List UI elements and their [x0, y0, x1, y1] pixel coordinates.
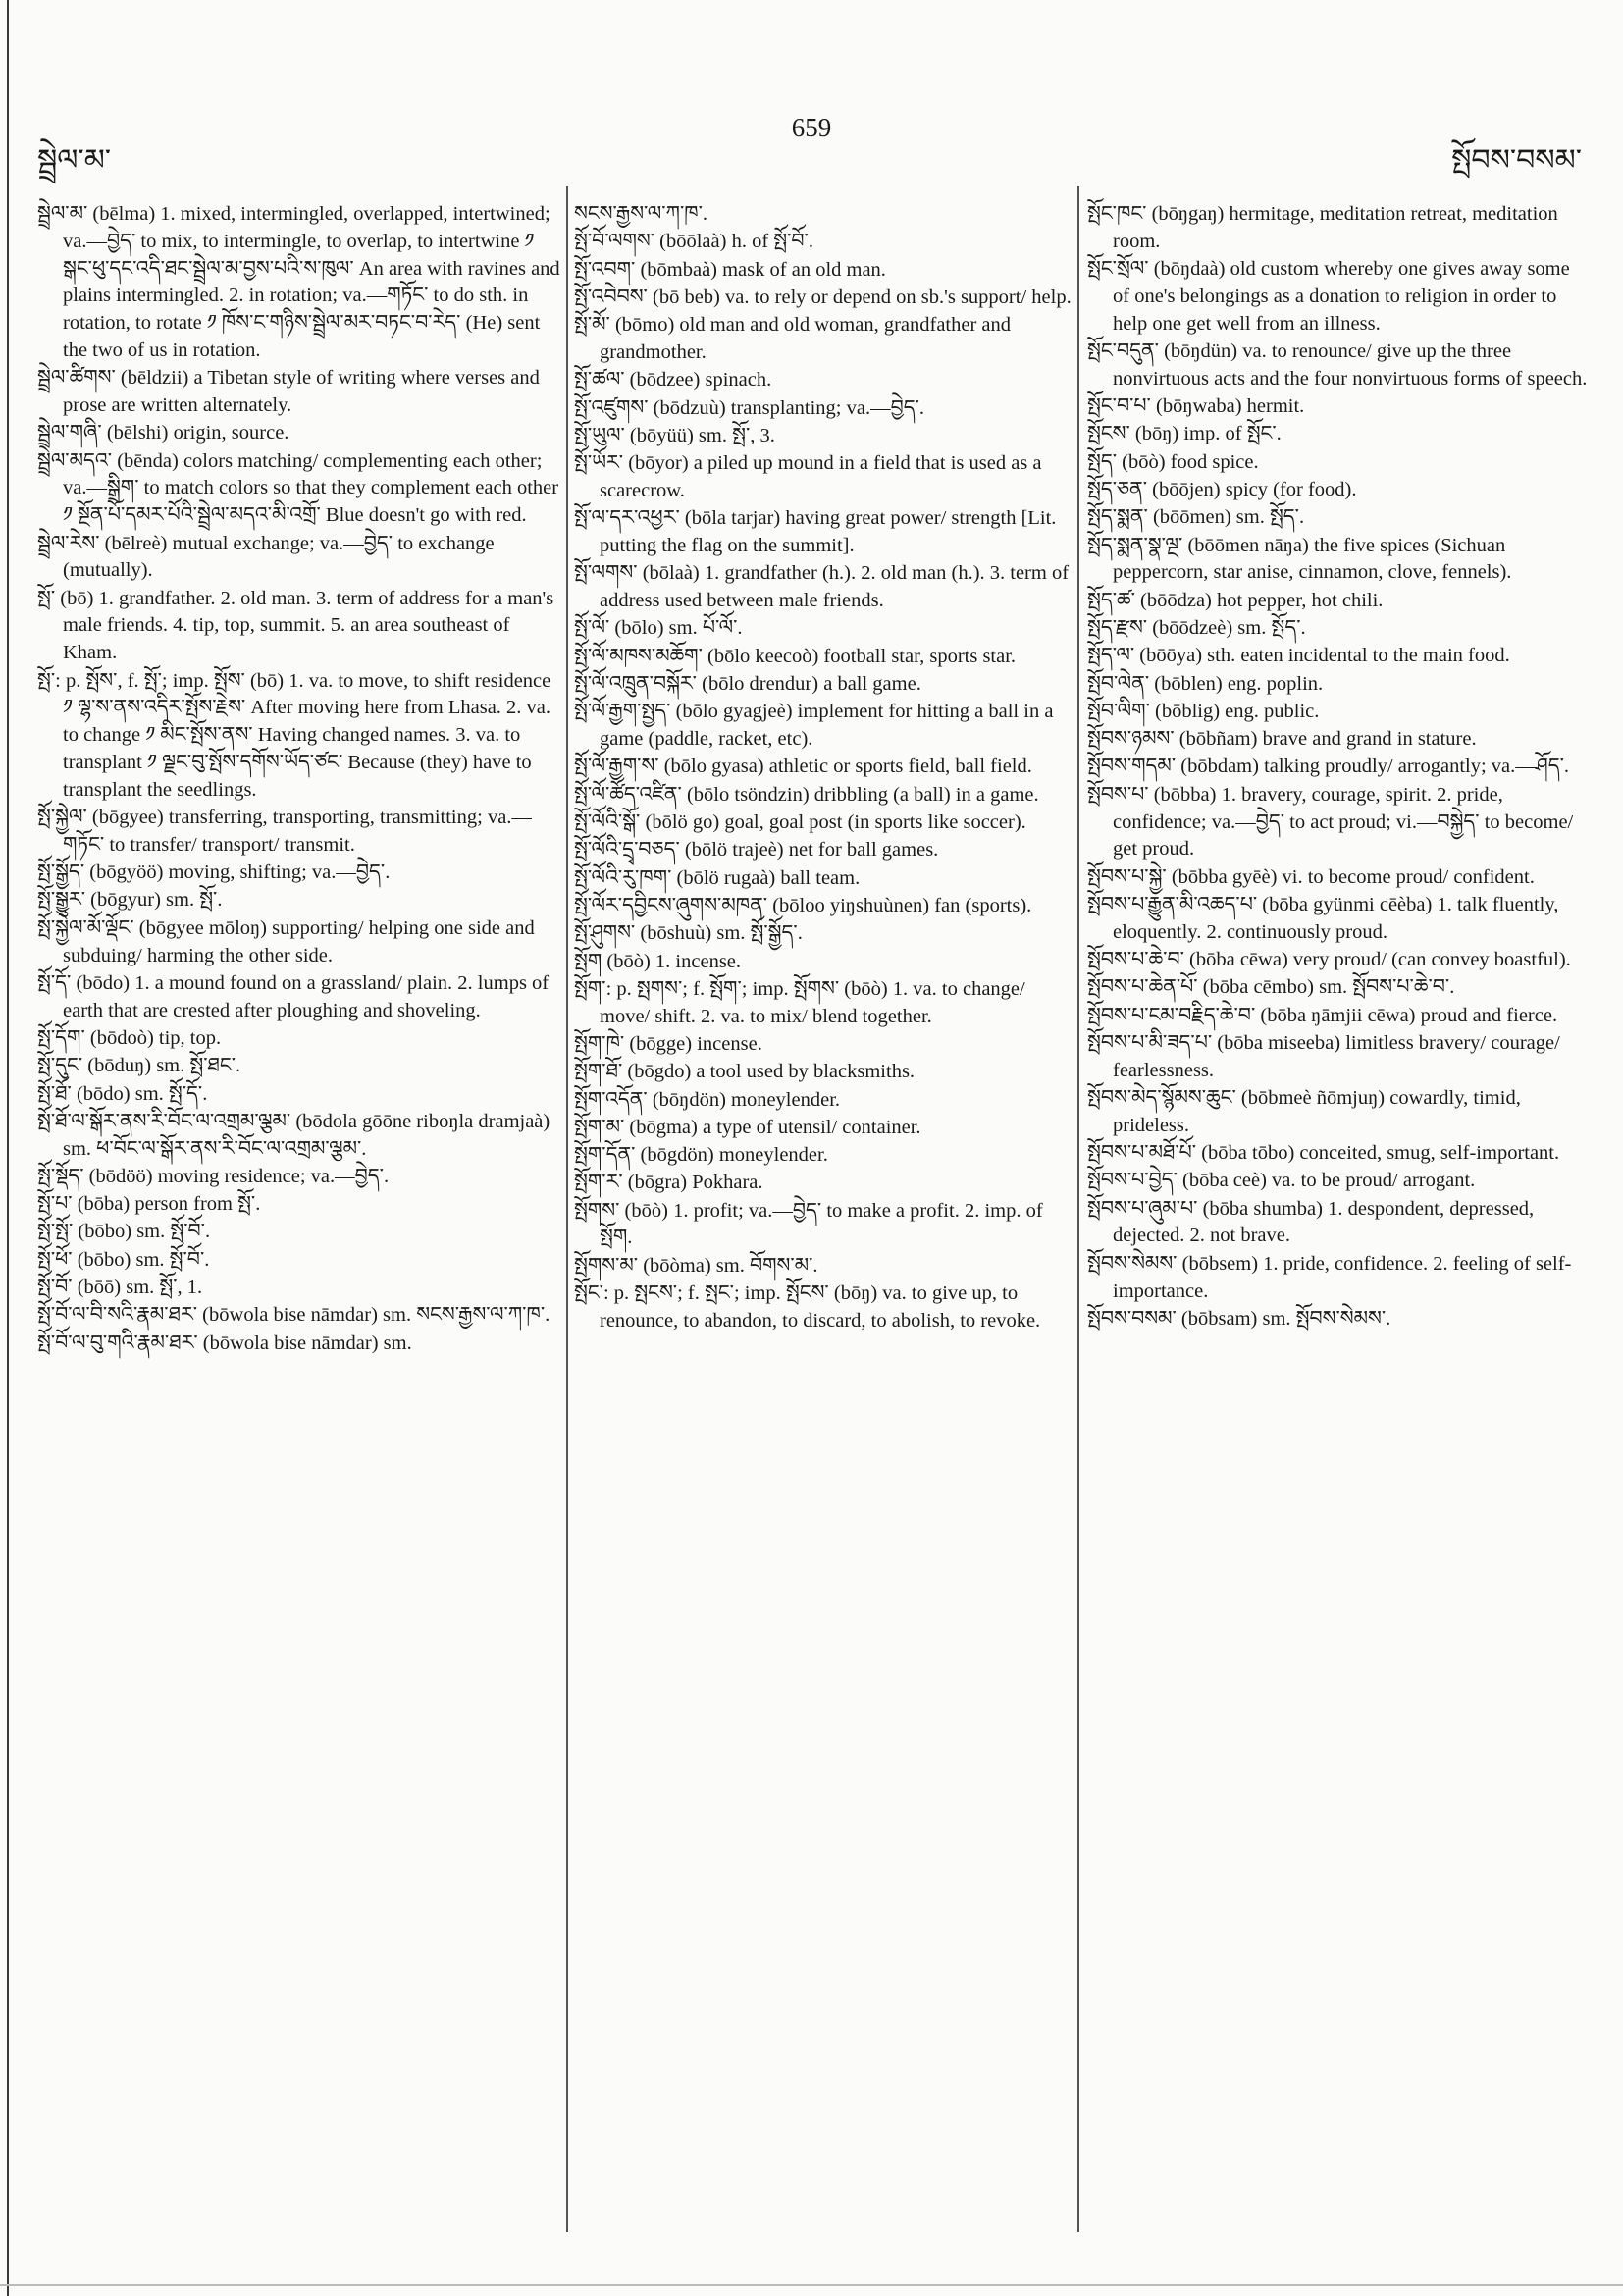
dictionary-entry: སྤོ་བོ་ལགས་ (bōōlaà) h. of སྤོ་བོ་. — [574, 231, 813, 253]
column-right — [1087, 201, 1590, 1333]
dictionary-entry: སྤོད་ལ་ (bōōya) sth. eaten incidental to the main food. — [1087, 645, 1510, 667]
dictionary-entry: སྤོ་ལོ་མཁས་མཆོག་ (bōlo keecoò) football star, sports star. — [574, 645, 1017, 667]
dictionary-entry: སྤོབས་མེད་སྙོམས་ཆུང་ (bōbmeè ñōmjuŋ) cowardly, timid, prideless. — [1087, 1087, 1521, 1136]
dictionary-entry: སྤོ་འབག་ (bōmbaà) mask of an old man. — [574, 258, 886, 281]
dictionary-entry: སྤོང་བ་པ་ (bōŋwaba) hermit. — [1087, 395, 1305, 418]
dictionary-entry: སྤོད་ཅན་ (bōōjen) spicy (for food). — [1087, 478, 1357, 500]
dictionary-entry: སྤོ་སྒྱུར་ (bōgyur) sm. སྤོ་. — [37, 889, 223, 912]
dictionary-entry: སྤོད་སྨན་ (bōōmen) sm. སྤོད་. — [1087, 506, 1305, 529]
dictionary-entry: སྤོབ་ལིག་ (bōblig) eng. public. — [1087, 700, 1320, 722]
dictionary-entry: སྦྲེལ་རེས་ (bēlreè) mutual exchange; va.—བྱེད་ to exchange (mutually). — [37, 532, 495, 582]
dictionary-entry: སྤོ་ལོ་རྒྱག་སྤྱད་ (bōlo gyagjeè) implement for hitting a ball in a game (paddle, racket, etc). — [574, 701, 1054, 751]
dictionary-entry: སྤོགས་མ་ (bōòma) sm. བོགས་མ་. — [574, 1254, 818, 1277]
page-number: 659 — [791, 113, 832, 142]
dictionary-entry: སྦྲེལ་མདའ་ (bēnda) colors matching/ complementing each other; va.—སྒྲིག་ to match colors so that they complement each other ༡ སྔོན་པོ་དམར་པོའི་སྦྲེལ་མདའ་མི་འགྲོ་ Blue doesn't go with red. — [37, 449, 559, 527]
dictionary-entry: སྤོབས་པ་ (bōbba) 1. bravery, courage, spirit. 2. pride, confidence; va.—བྱེད་ to act proud; vi.—བསྐྱེད་ to become/ get proud. — [1087, 783, 1574, 861]
dictionary-entry: སྤོབས་པ་ཆེ་བ་ (bōba cēwa) very proud/ (can convey boastful). — [1087, 949, 1571, 971]
column-left — [37, 201, 563, 1358]
dictionary-entry: སྤོབས་པ་ཞུམ་པ་ (bōba shumba) 1. despondent, depressed, dejected. 2. not brave. — [1087, 1197, 1535, 1247]
page-bottom-line — [0, 2284, 1623, 2286]
dictionary-entry: སྤོ་མོ་ (bōmo) old man and old woman, grandfather and grandmother. — [574, 314, 1012, 363]
dictionary-entry: སྦྲེལ་གཞི་ (bēlshi) origin, source. — [37, 422, 289, 444]
dictionary-entry: སྤོང་ཁང་ (bōŋgaŋ) hermitage, meditation retreat, meditation room. — [1087, 203, 1558, 252]
dictionary-entry: སྤོབས་པ་ཆེན་པོ་ (bōba cēmbo) sm. སྤོབས་པ་ཆེ་བ་. — [1087, 976, 1455, 999]
dictionary-entry: སྤོ་ལོ་ཚོད་འཛིན་ (bōlo tsöndzin) dribbling (a ball) in a game. — [574, 783, 1039, 806]
dictionary-entry: སྤོང་སྲོལ་ (bōŋdaà) old custom whereby one gives away some of one's belongings as a donation to religion in order to help one get well from an illness. — [1087, 258, 1570, 335]
dictionary-entry: སྤོད་ཚ་ (bōōdza) hot pepper, hot chili. — [1087, 589, 1384, 611]
running-head-left: སྦྲེལ་མ་ — [37, 144, 112, 177]
dictionary-entry: སྤོ་དོག་ (bōdoò) tip, top. — [37, 1026, 222, 1049]
dictionary-entry: སྦྲེལ་མ་ (bēlma) 1. mixed, intermingled, overlapped, intertwined; va.—བྱེད་ to mix, to intermingle, to overlap, to intertwine ༡ སྒང་ཕུ་དང་འདི་ཐང་སྦྲེལ་མ་བྱས་པའི་ས་ཁུལ་ An area with ravines and plains intermingled. 2. in rotation; va.—གཏོང་ to do sth. in rotation, to rotate ༡ ཁོས་ང་གཉིས་སྦྲེལ་མར་བཏང་བ་རེད་ (He) sent the two of us in rotation. — [37, 203, 560, 361]
dictionary-entry: སྤོག་དོན་ (bōgdön) moneylender. — [574, 1144, 828, 1167]
dictionary-entry: སྦྲེལ་ཚིགས་ (bēldzii) a Tibetan style of writing where verses and prose are written alternately. — [37, 367, 540, 417]
dictionary-entry: སྤོ་འཛུགས་ (bōdzuù) transplanting; va.—བྱེད་. — [574, 396, 925, 419]
dictionary-entry: སྤོད་རྫས་ (bōōdzeè) sm. སྤོད་. — [1087, 616, 1306, 639]
dictionary-entry: སྤོག་ཐོ་ (bōgdo) a tool used by blacksmiths. — [574, 1061, 916, 1083]
dictionary-entry: སྤོ་སྡོད་ (bōdöö) moving residence; va.—བྱེད་. — [37, 1165, 390, 1187]
dictionary-entry: སྤོ་ལགས་ (bōlaà) 1. grandfather (h.). 2. old man (h.). 3. term of address used between male friends. — [574, 562, 1070, 612]
dictionary-entry: སྤོ་ལོ་འཁྲུན་བསྐོར་ (bōlo drendur) a ball game. — [574, 673, 921, 696]
dictionary-entry: སྤོག་མ་ (bōgma) a type of utensil/ container. — [574, 1116, 921, 1138]
dictionary-entry: སྤོ་སྐྱེལ་མོ་ལྡོང་ (bōgyee mōloŋ) supporting/ helping one side and subduing/ harming the other side. — [37, 916, 535, 966]
dictionary-entry: སྤོ་ཐོ་ལ་སྒོར་ནས་རི་བོང་ལ་འགྲམ་ལྕམ་ (bōdola gōōne riboŋla dramjaà) sm. ཕ་བོང་ལ་སྒོར་ནས་རི་བོང་ལ་འགྲམ་ལྕམ་. — [37, 1110, 550, 1160]
dictionary-entry: སྤོ་བོ་ (bōō) sm. སྤོ་, 1. — [37, 1277, 203, 1299]
dictionary-entry: སྤོ་ལོའི་དྲྭ་བཅད་ (bōlö trajeè) net for ball games. — [574, 839, 939, 861]
dictionary-entry: སངས་རྒྱས་ལ་ཀ་ཁ་. — [574, 203, 708, 225]
dictionary-entry: སྤོག (bōò) 1. incense. — [574, 950, 742, 972]
column-rule-left — [566, 186, 568, 2232]
dictionary-entry: སྤོ་བོ་ལ་བི་སའི་རྣམ་ཐར་ (bōwola bise nāmdar) sm. སངས་རྒྱས་ལ་ཀ་ཁ་. — [37, 1304, 550, 1327]
dictionary-entry: སྤོབས་པ་བྱེད་ (bōba ceè) va. to be proud/ arrogant. — [1087, 1170, 1476, 1192]
dictionary-entry: སྤོ་པ་ (bōba) person from སྤོ་. — [37, 1193, 261, 1216]
dictionary-entry: སྤོག་འདོན་ (bōŋdön) moneylender. — [574, 1088, 841, 1111]
dictionary-entry: སྤོག་ཁེ་ (bōgge) incense. — [574, 1032, 762, 1055]
dictionary-entry: སྤོ་ཤུགས་ (bōshuù) sm. སྤོ་སྒྱོད་. — [574, 922, 803, 945]
dictionary-entry: སྤོབས་བསམ་ (bōbsam) sm. སྤོབས་སེམས་. — [1087, 1307, 1391, 1330]
dictionary-entry: སྤོངས་ (bōŋ) imp. of སྤོང་. — [1087, 423, 1282, 445]
dictionary-entry: སྤོ་འབེབས་ (bō beb) va. to rely or depend on sb.'s support/ help. — [574, 286, 1072, 308]
running-head-right: སྤོབས་བསམ་ — [1451, 144, 1582, 177]
dictionary-entry: སྤོབས་པ་ངམ་བརྗིད་ཆེ་བ་ (bōba ŋāmjii cēwa) proud and fierce. — [1087, 1004, 1558, 1026]
dictionary-entry: སྤོང་བདུན་ (bōŋdün) va. to renounce/ give up the three nonvirtuous acts and the four nonvirtuous forms of speech. — [1087, 339, 1588, 390]
column-middle — [574, 201, 1074, 1335]
dictionary-entry: སྤོ་ལོ་ (bōlo) sm. པོ་ལོ་. — [574, 617, 743, 640]
dictionary-entry: སྤོག་ར་ (bōgra) Pokhara. — [574, 1172, 763, 1194]
dictionary-entry: སྤོ་ཡུལ་ (bōyüü) sm. སྤོ་, 3. — [574, 424, 775, 446]
dictionary-entry: སྤོབས་པ་མི་ཟད་པ་ (bōba miseeba) limitless bravery/ courage/ fearlessness. — [1087, 1031, 1560, 1081]
dictionary-entry: སྤོད་སྨན་སྣ་ལྔ་ (bōōmen nāŋa) the five spices (Sichuan peppercorn, star anise, cinnamon, clove, fennels). — [1087, 534, 1512, 584]
dictionary-entry: སྤོབས་ཉམས་ (bōbñam) brave and grand in stature. — [1087, 728, 1477, 751]
dictionary-entry: སྤོ་དུང་ (bōduŋ) sm. སྤོ་ཐང་. — [37, 1055, 241, 1077]
dictionary-entry: སྤོ་ལོའི་རུ་ཁག་ (bōlö rugaà) ball team. — [574, 866, 861, 889]
dictionary-entry: སྤོང་: p. སྤངས་; f. སྤང་; imp. སྤོངས་ (bōŋ) va. to give up, to renounce, to abandon, to discard, to abolish, to revoke. — [574, 1282, 1041, 1331]
dictionary-entry: སྤོགས་ (bōò) 1. profit; va.—བྱེད་ to make a profit. 2. imp. of སྤོག. — [574, 1199, 1043, 1249]
dictionary-entry: སྤོ་དོ་ (bōdo) 1. a mound found on a grassland/ plain. 2. lumps of earth that are crested after ploughing and shoveling. — [37, 971, 550, 1021]
dictionary-entry: སྤོ་བོ་ལ་བུ་གའི་རྣམ་ཐར་ (bōwola bise nāmdar) sm. — [37, 1331, 412, 1354]
dictionary-entry: སྤོད་ (bōò) food spice. — [1087, 450, 1259, 473]
page-edge-line — [7, 0, 9, 2296]
dictionary-entry: སྤོ་ལ་དར་འཕྱར་ (bōla tarjar) having great power/ strength [Lit. putting the flag on the summit]. — [574, 507, 1057, 557]
dictionary-entry: སྤོ་ཕོ་ (bōbo) sm. སྤོ་བོ་. — [37, 1248, 210, 1271]
dictionary-entry: སྤོབ་ལེན་ (bōblen) eng. poplin. — [1087, 672, 1324, 695]
dictionary-entry: སྤོ་: p. སྤོས་, f. སྤོ་; imp. སྤོས་ (bō) 1. va. to move, to shift residence ༡ ལྷ་ས་ནས་འདིར་སྤོས་རྗེས་ After moving here from Lhasa. 2. va. to change ༡ མིང་སྤོས་ནས་ Having changed names. 3. va. to transplant ༡ ལྗང་བུ་སྤོས་དགོས་ཡོད་ཙང་ Because (they) have to transplant the seedlings. — [37, 669, 551, 801]
dictionary-entry: སྤོ་ཚལ་ (bōdzee) spinach. — [574, 369, 772, 391]
dictionary-entry: སྤོབས་གདམ་ (bōbdam) talking proudly/ arrogantly; va.—ཤོད་. — [1087, 756, 1570, 778]
dictionary-entry: སྤོབས་པ་སྐྱེ་ (bōbba gyēè) vi. to become proud/ confident. — [1087, 865, 1535, 888]
dictionary-entry: སྤོབས་པ་རྒྱུན་མི་འཆད་པ་ (bōba gyünmi cēèba) 1. talk fluently, eloquently. 2. continuously proud. — [1087, 893, 1559, 943]
column-rule-right — [1077, 186, 1079, 2232]
dictionary-entry: སྤོ་ལོ་རྒྱག་ས་ (bōlo gyasa) athletic or sports field, ball field. — [574, 756, 1032, 778]
dictionary-entry: སྤོ་ཡོར་ (bōyor) a piled up mound in a field that is used as a scarecrow. — [574, 452, 1042, 501]
dictionary-entry: སྤོབས་པ་མཐོ་པོ་ (bōba tōbo) conceited, smug, self-important. — [1087, 1142, 1560, 1165]
dictionary-entry: སྤོ་ (bō) 1. grandfather. 2. old man. 3. term of address for a man's male friends. 4. tip, top, summit. 5. an area southeast of Kham. — [37, 587, 554, 664]
dictionary-entry: སྤོ་ལོར་དབྱིངས་ཞུགས་མཁན་ (bōloo yiŋshuùnen) fan (sports). — [574, 894, 1032, 916]
dictionary-entry: སྤོ་ཐོ་ (bōdo) sm. སྤོ་དོ་. — [37, 1082, 208, 1105]
dictionary-entry: སྤོ་སྤོ་ (bōbo) sm. སྤོ་བོ་. — [37, 1221, 211, 1243]
dictionary-entry: སྤོ་སྐྱེལ་ (bōgyee) transferring, transporting, transmitting; va.—གཏོང་ to transfer/ transport/ transmit. — [37, 807, 532, 856]
dictionary-entry: སྤོ་ལོའི་སྒོ་ (bōlö go) goal, goal post (in sports like soccer). — [574, 811, 1026, 834]
dictionary-entry: སྤོབས་སེམས་ (bōbsem) 1. pride, confidence. 2. feeling of self-importance. — [1087, 1252, 1572, 1302]
dictionary-entry: སྤོ་སྒྱོད་ (bōgyöö) moving, shifting; va.—བྱེད་. — [37, 861, 391, 884]
dictionary-entry: སྤོག་: p. སྤགས་; f. སྤོག་; imp. སྤོགས་ (bōò) 1. va. to change/ move/ shift. 2. va. to mix/ blend together. — [574, 977, 1025, 1027]
